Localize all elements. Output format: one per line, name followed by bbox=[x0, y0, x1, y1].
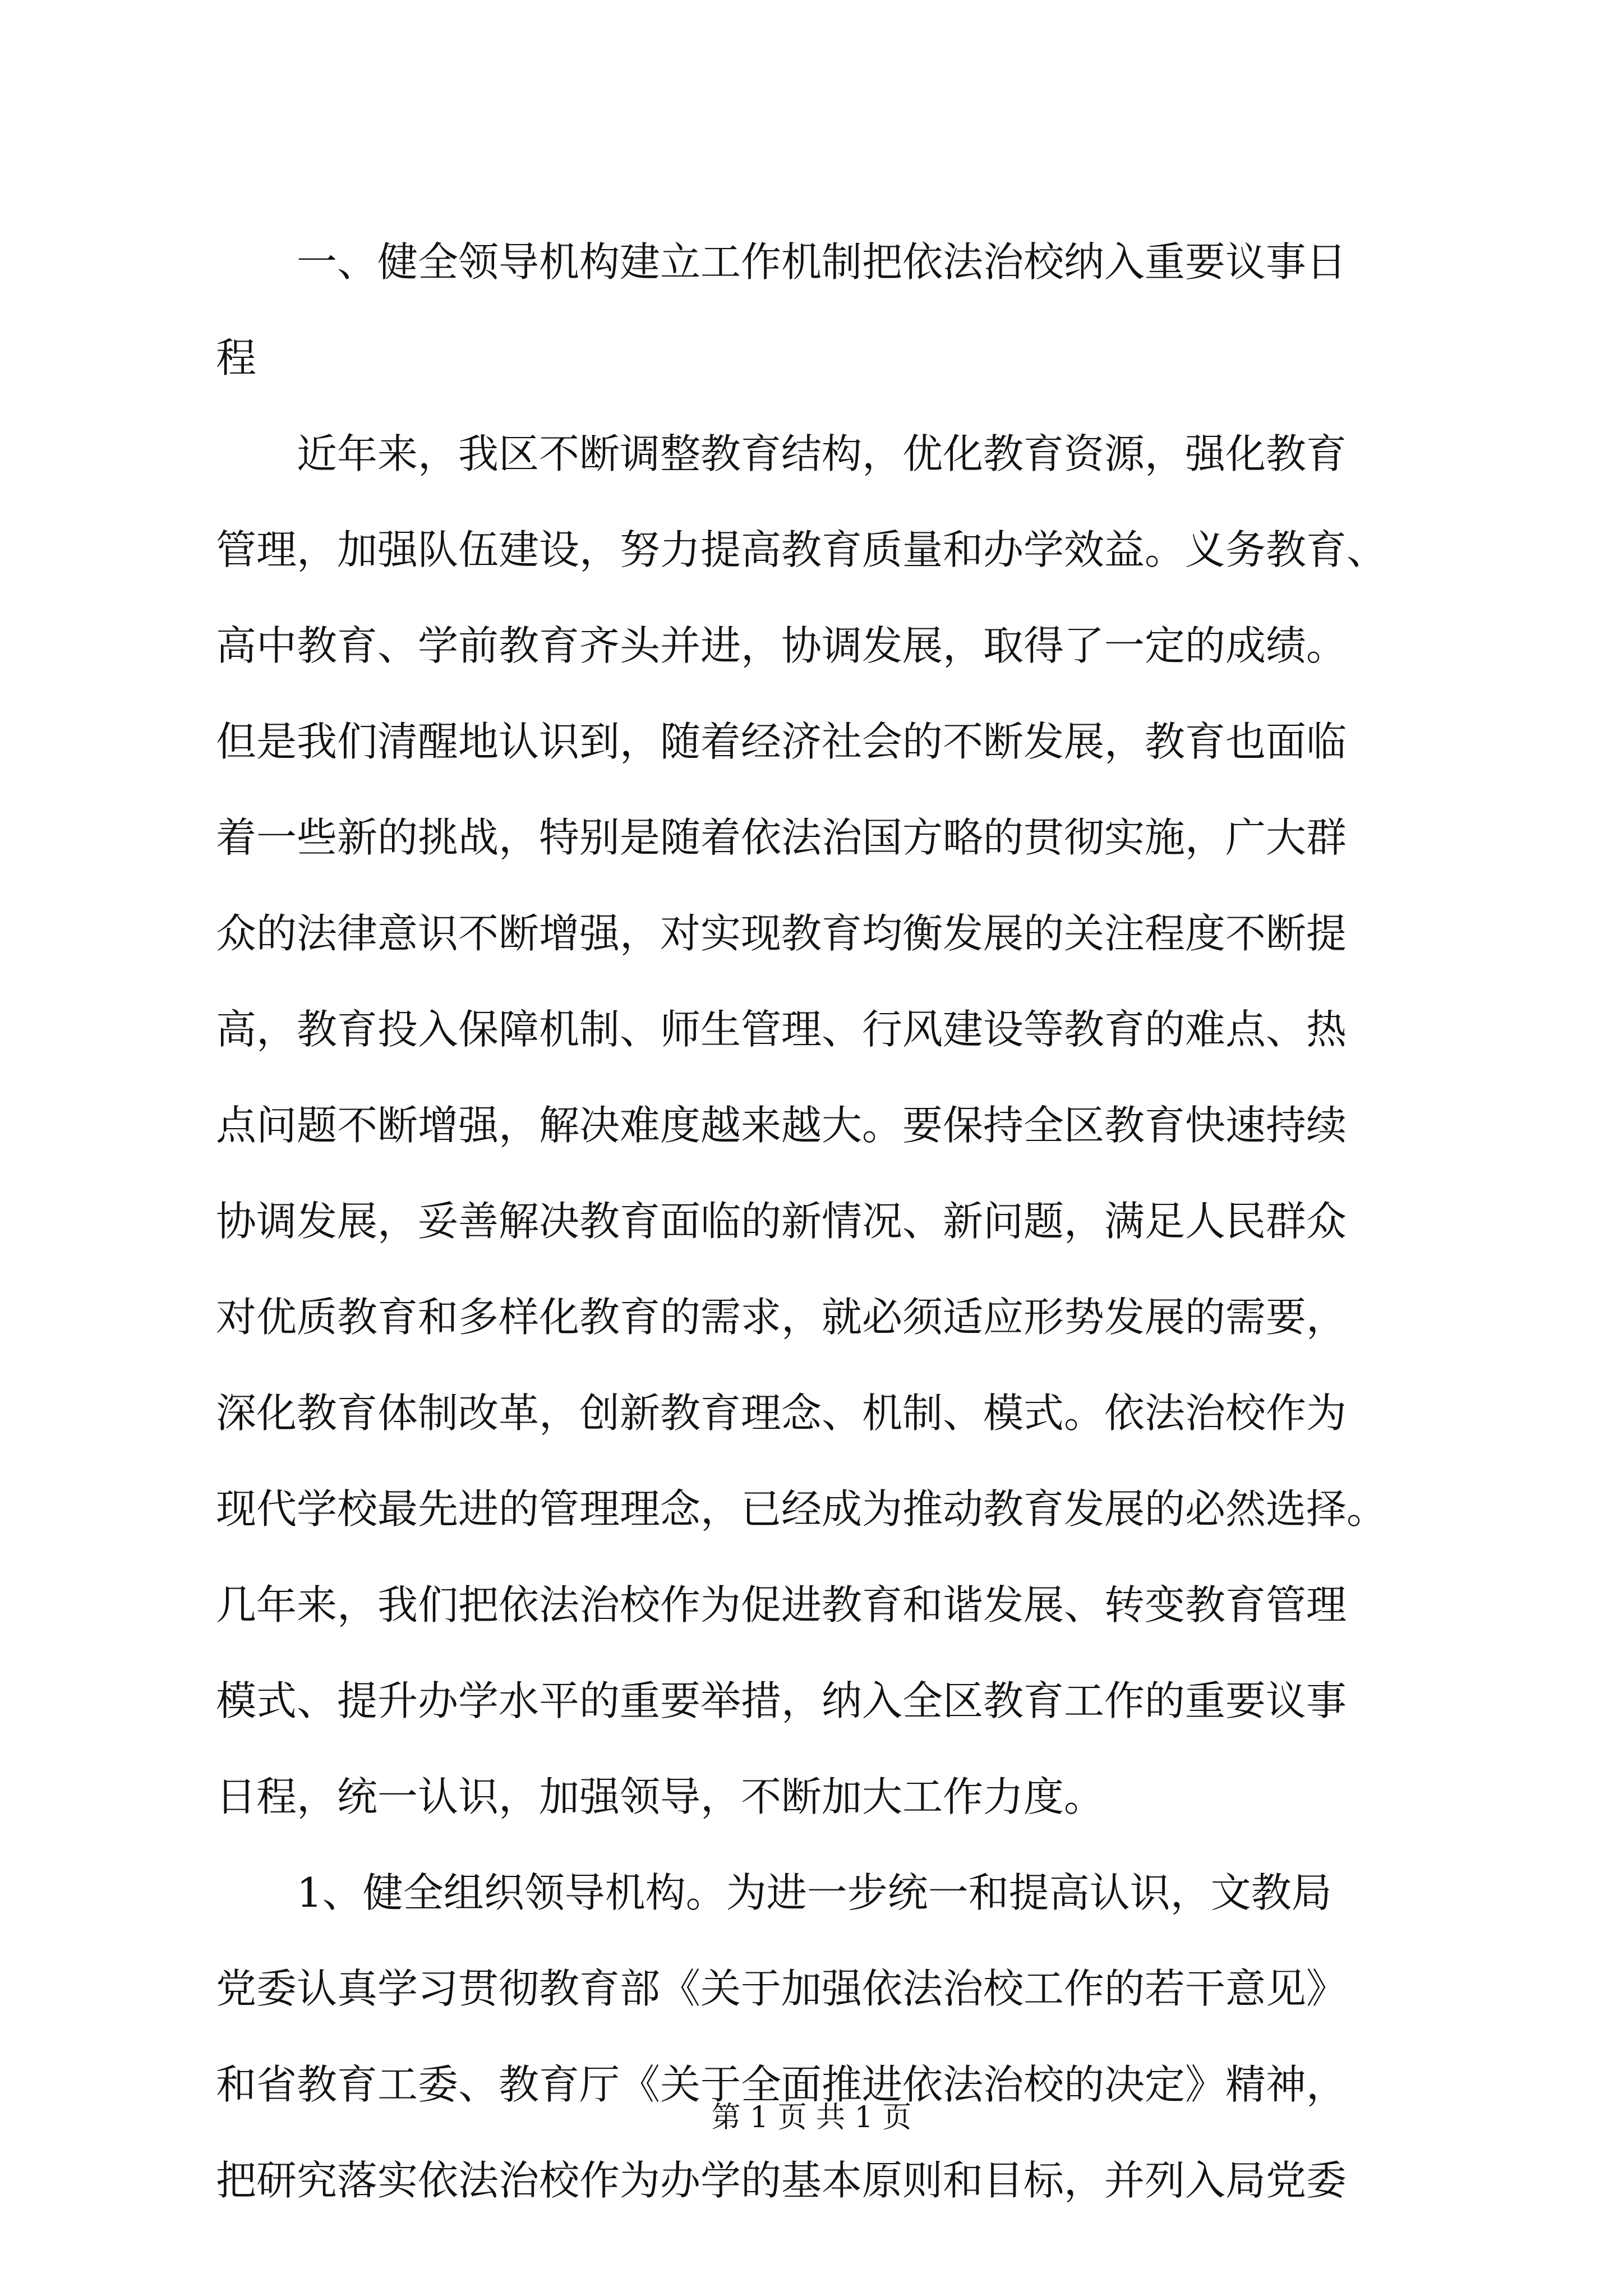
paragraph-line: 把研究落实依法治校作为办学的基本原则和目标，并列入局党委 bbox=[216, 2157, 1347, 2204]
paragraph-line: 对优质教育和多样化教育的需求，就必须适应形势发展的需要， bbox=[216, 1294, 1347, 1341]
paragraph-line: 日程，统一认识，加强领导，不断加大工作力度。 bbox=[216, 1773, 1105, 1820]
paragraph-line: 党委认真学习贯彻教育部《关于加强依法治校工作的若干意见》 bbox=[216, 1965, 1347, 2012]
page-number-footer: 第 1 页 共 1 页 bbox=[711, 2101, 912, 2134]
paragraph-line: 现代学校最先进的管理理念，已经成为推动教育发展的必然选择。 bbox=[216, 1485, 1387, 1533]
paragraph-line: 着一些新的挑战，特别是随着依法治国方略的贯彻实施，广大群 bbox=[216, 814, 1347, 861]
paragraph-line: 高中教育、学前教育齐头并进，协调发展，取得了一定的成绩。 bbox=[216, 622, 1347, 669]
paragraph-line: 近年来，我区不断调整教育结构，优化教育资源，强化教育 bbox=[297, 430, 1347, 477]
paragraph-line: 但是我们清醒地认识到，随着经济社会的不断发展，教育也面临 bbox=[216, 718, 1347, 765]
section-heading-line-1: 一、健全领导机构建立工作机制把依法治校纳入重要议事日 bbox=[297, 238, 1347, 286]
document-body bbox=[216, 214, 1427, 2229]
paragraph-line: 高，教育投入保障机制、师生管理、行风建设等教育的难点、热 bbox=[216, 1006, 1347, 1053]
paragraph-line: 协调发展，妥善解决教育面临的新情况、新问题，满足人民群众 bbox=[216, 1198, 1347, 1245]
paragraph-line: 管理，加强队伍建设，努力提高教育质量和办学效益。义务教育、 bbox=[216, 526, 1387, 573]
paragraph-line: 点问题不断增强，解决难度越来越大。要保持全区教育快速持续 bbox=[216, 1102, 1347, 1149]
paragraph-line: 1、健全组织领导机构。为进一步统一和提高认识，文教局 bbox=[297, 1869, 1332, 1916]
section-heading-line-2: 程 bbox=[216, 334, 257, 381]
paragraph-line: 深化教育体制改革，创新教育理念、机制、模式。依法治校作为 bbox=[216, 1389, 1347, 1437]
paragraph-line: 和省教育工委、教育厅《关于全面推进依法治校的决定》精神， bbox=[216, 2061, 1347, 2108]
paragraph-line: 模式、提升办学水平的重要举措，纳入全区教育工作的重要议事 bbox=[216, 1677, 1347, 1724]
paragraph-line: 众的法律意识不断增强，对实现教育均衡发展的关注程度不断提 bbox=[216, 910, 1347, 957]
paragraph-line: 几年来，我们把依法治校作为促进教育和谐发展、转变教育管理 bbox=[216, 1581, 1347, 1628]
